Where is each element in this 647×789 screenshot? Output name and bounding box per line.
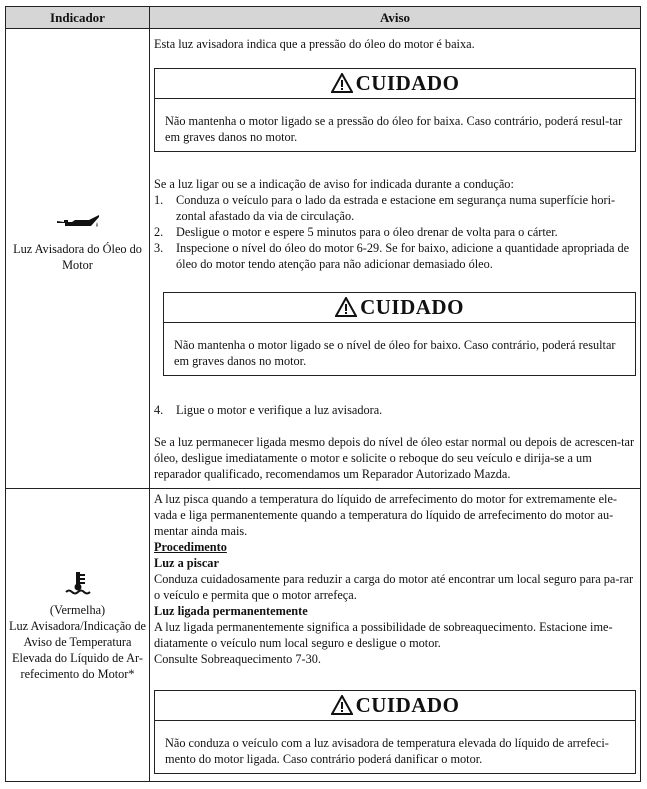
list-text: Conduza o veículo para o lado da estrada e estacione em segurança numa superfície hori-zontal afastado da via de circulação. xyxy=(176,193,616,223)
list-number: 4. xyxy=(154,403,164,417)
coolant-indicator-label: Luz Avisadora/Indicação de Aviso de Temperatura Elevada do Líquido de Ar-refecimento do Motor* xyxy=(8,619,147,681)
caution-body: Não mantenha o motor ligado se a pressão do óleo for baixa. Caso contrário, poderá resul-tar em graves danos no motor. xyxy=(165,114,623,144)
list-item xyxy=(154,402,636,418)
blinking-heading: Luz a piscar xyxy=(154,556,219,570)
caution-body: Não mantenha o motor ligado se o nível de óleo for baixo. Caso contrário, poderá resultar em graves danos no motor. xyxy=(174,338,616,368)
oil-pressure-icon xyxy=(6,214,149,238)
oil-if-lit: Se a luz ligar ou se a indicação de aviso for indicada durante a condução: xyxy=(154,177,514,191)
caution-header xyxy=(155,691,635,721)
caution-header xyxy=(155,69,635,99)
list-text: Desligue o motor e espere 5 minutos para o óleo drenar de volta para o cárter. xyxy=(176,225,558,239)
list-item xyxy=(154,224,636,240)
overheating-reference: Consulte Sobreaquecimento 7-30. xyxy=(154,652,321,666)
caution-title: CUIDADO xyxy=(355,71,460,95)
coolant-color-note: (Vermelha) xyxy=(49,603,106,617)
oil-caution-box-2 xyxy=(163,292,636,376)
oil-indicator-cell xyxy=(6,214,149,273)
oil-intro xyxy=(154,36,636,52)
list-number: 2. xyxy=(154,225,164,239)
oil-procedure xyxy=(154,176,636,272)
warning-triangle-icon xyxy=(335,297,357,317)
coolant-temperature-icon xyxy=(6,571,149,599)
list-text: Inspecione o nível do óleo do motor 6-29. Se for baixo, adicione a quantidade apropriada de óleo do motor tendo atenção para não adicionar demasiado óleo. xyxy=(176,241,630,271)
header-indicator: Indicador xyxy=(6,7,150,28)
warning-triangle-icon xyxy=(331,73,353,93)
list-number: 3. xyxy=(154,241,164,255)
table-header xyxy=(6,7,640,29)
blinking-text: Conduza cuidadosamente para reduzir a carga do motor até encontrar um local seguro para pa-rar o veículo e permita que o motor arrefeça. xyxy=(154,572,634,602)
caution-header xyxy=(164,293,635,323)
caution-title: CUIDADO xyxy=(355,693,460,717)
oil-final-text: Se a luz permanecer ligada mesmo depois do nível de óleo estar normal ou depois de acrescen-tar óleo, desligue imediatamente o motor e solicite o reboque do seu veículo e dirija-se a um reparador qualificado, recomendamos um Reparador Autorizado Mazda. xyxy=(154,435,635,481)
procedure-heading: Procedimento xyxy=(154,540,227,554)
column-divider xyxy=(149,28,150,782)
coolant-indicator-cell xyxy=(6,571,149,682)
list-text: Ligue o motor e verifique a luz avisadora. xyxy=(176,403,383,417)
list-item xyxy=(154,192,636,224)
list-item xyxy=(154,240,636,272)
caution-body: Não conduza o veículo com a luz avisadora de temperatura elevada do líquido de arrefeci-mento do motor ligada. Caso contrário poderá danificar o motor. xyxy=(165,736,609,766)
warning-table xyxy=(5,6,641,782)
caution-title: CUIDADO xyxy=(360,295,464,319)
steady-heading: Luz ligada permanentemente xyxy=(154,604,308,618)
list-number: 1. xyxy=(154,193,164,207)
row-divider xyxy=(6,488,640,489)
oil-intro-text: Esta luz avisadora indica que a pressão do óleo do motor é baixa. xyxy=(154,37,475,51)
warning-triangle-icon xyxy=(331,695,353,715)
oil-step-4 xyxy=(154,402,636,418)
coolant-intro: A luz pisca quando a temperatura do líquido de arrefecimento do motor for extremamente ele-vada e liga permanentemente quando a temperatura do líquido de arrefecimento do motor au-mentar ainda mais. xyxy=(154,492,618,538)
coolant-caution-box xyxy=(154,690,636,774)
coolant-text xyxy=(154,491,636,667)
oil-final xyxy=(154,434,636,482)
oil-indicator-label: Luz Avisadora do Óleo do Motor xyxy=(13,242,142,272)
header-warning: Aviso xyxy=(379,10,411,25)
steady-text: A luz ligada permanentemente significa a possibilidade de sobreaquecimento. Estacione ime-diatamente o veículo num local seguro e desligue o motor. xyxy=(154,620,613,650)
oil-caution-box-1 xyxy=(154,68,636,152)
